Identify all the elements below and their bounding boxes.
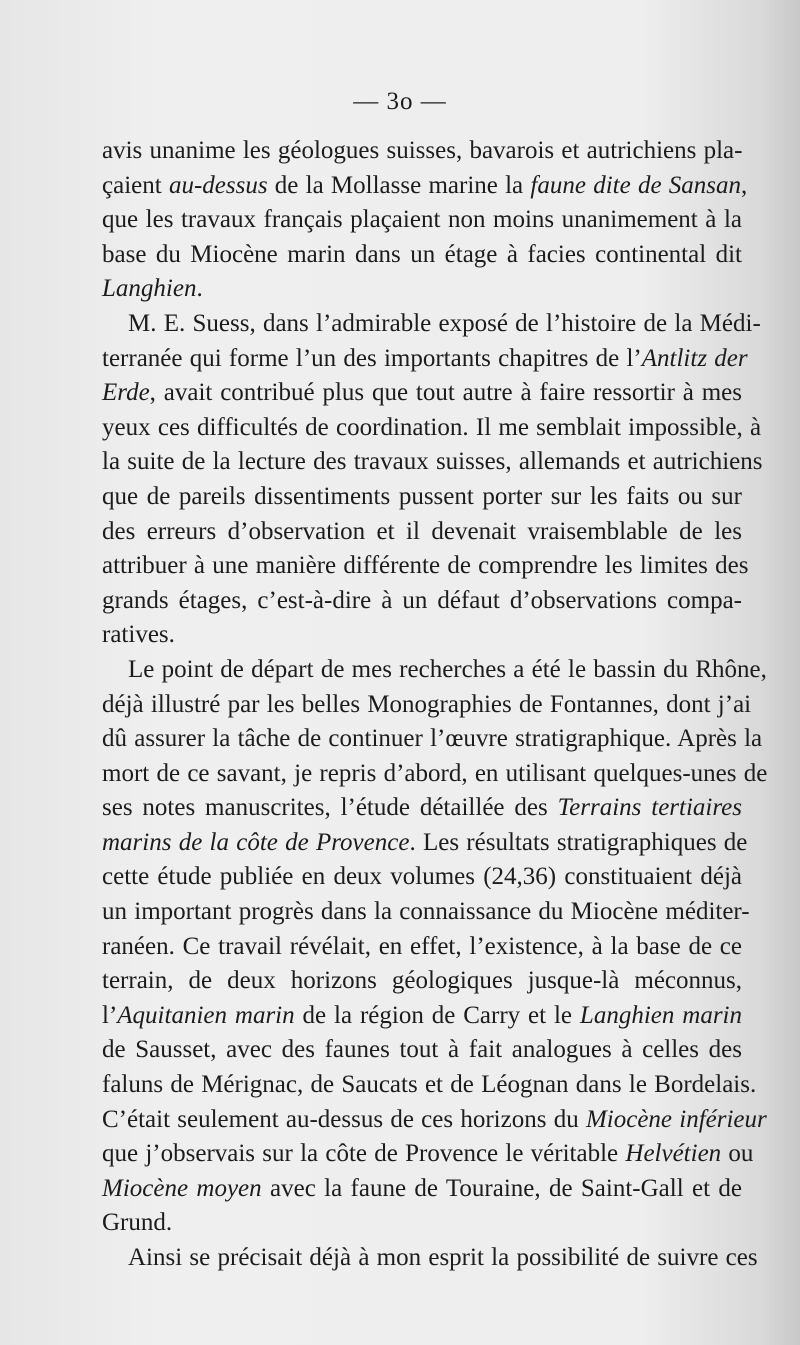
text-line	[102, 549, 749, 584]
text-segment: ratives.	[102, 621, 175, 649]
text-line	[102, 134, 742, 169]
italic-text: Terrains tertiaires	[557, 794, 742, 822]
italic-text: au-dessus	[168, 171, 268, 199]
text-segment: avec la faune de Touraine, de Saint-Gall et de	[261, 1174, 742, 1202]
text-segment: Le point de départ de mes recherches a été le bassin du Rhône,	[128, 655, 767, 683]
text-line	[102, 1033, 742, 1068]
text-segment: de la région de Carry et le	[294, 1001, 580, 1029]
italic-text: Helvétien	[625, 1140, 722, 1168]
italic-text: faune dite de Sansan	[530, 171, 742, 199]
text-line	[102, 860, 742, 895]
italic-text: Langhien marin	[579, 1001, 742, 1029]
italic-text: Miocène inférieur	[585, 1105, 767, 1133]
text-segment: la suite de la lecture des travaux suisses, allemands et autrichiens	[102, 448, 763, 476]
italic-text: Aquitanien marin	[117, 1001, 295, 1029]
text-line	[102, 930, 742, 965]
italic-text: Erde	[102, 379, 150, 407]
text-segment: cette étude publiée en deux volumes (24,36) constituaient déjà	[102, 863, 742, 891]
text-segment: ,	[741, 171, 748, 199]
text-line	[102, 515, 742, 550]
text-segment: dû assurer la tâche de continuer l’œuvre stratigraphique. Après la	[102, 725, 763, 753]
text-line	[102, 1137, 754, 1172]
text-segment: de la Mollasse marine la	[267, 171, 531, 199]
text-line	[102, 688, 752, 723]
text-line	[102, 895, 750, 930]
text-line	[102, 1241, 758, 1276]
text-line	[102, 964, 742, 999]
text-segment: attribuer à une manière différente de comprendre les limites des	[102, 552, 749, 580]
text-segment: un important progrès dans la connaissance du Miocène méditer-	[102, 898, 750, 926]
text-line	[102, 618, 742, 653]
text-segment: . Les résultats stratigraphiques de	[409, 828, 748, 856]
text-segment: avis unanime les géologues suisses, bavarois et autrichiens pla-	[102, 137, 743, 164]
text-segment: que j’observais sur la côte de Provence le véritable	[102, 1140, 626, 1168]
text-segment: l’	[102, 1001, 118, 1029]
text-segment: Ainsi se précisait déjà à mon esprit la possibilité de suivre ces	[128, 1244, 758, 1271]
text-segment: que les travaux français plaçaient non moins unanimement à la	[102, 206, 742, 234]
text-line	[102, 376, 742, 411]
body-text	[102, 134, 768, 1276]
text-line	[102, 411, 762, 446]
text-line	[102, 791, 742, 826]
text-line	[102, 722, 763, 757]
text-segment: ou	[721, 1140, 754, 1168]
text-segment: mort de ce savant, je repris d’abord, en utilisant quelques-unes de	[102, 759, 768, 787]
text-line	[102, 445, 763, 480]
italic-text: Miocène moyen	[102, 1174, 262, 1202]
text-line	[102, 1172, 742, 1207]
text-line	[102, 999, 742, 1034]
text-segment: grands étages, c’est-à-dire à un défaut d’observations compa-	[102, 586, 742, 614]
text-segment: , avait contribué plus que tout autre à faire ressortir à mes	[149, 379, 742, 407]
italic-text: marins de la côte de Provence	[102, 828, 410, 856]
text-line	[102, 653, 767, 688]
text-segment: que de pareils dissentiments pussent porter sur les faits ou sur	[102, 482, 742, 510]
text-segment: des erreurs d’observation et il devenait vraisemblable de les	[102, 517, 742, 545]
text-segment: déjà illustré par les belles Monographies de Fontannes, dont j’ai	[102, 690, 752, 718]
page-number: — 3o —	[353, 88, 447, 115]
text-line	[102, 203, 742, 238]
text-line	[102, 826, 748, 861]
text-line	[102, 480, 742, 515]
text-segment: ses notes manuscrites, l’étude détaillée des	[102, 794, 558, 822]
text-segment: de Sausset, avec des faunes tout à fait analogues à celles des	[102, 1036, 742, 1064]
text-segment: M. E. Suess, dans l’admirable exposé de l’histoire de la Médi-	[128, 309, 761, 337]
text-line	[102, 1206, 742, 1241]
text-segment: yeux ces difficultés de coordination. Il me semblait impossible, à	[102, 413, 762, 441]
text-line	[102, 1068, 757, 1103]
text-line	[102, 169, 748, 204]
text-segment: terranée qui forme l’un des importants chapitres de l’	[102, 344, 642, 372]
text-line	[102, 272, 742, 307]
text-segment: çaient	[102, 171, 169, 199]
text-line	[102, 757, 768, 792]
text-segment: Grund.	[102, 1209, 173, 1237]
italic-text: Antlitz der	[641, 344, 748, 372]
text-segment: ranéen. Ce travail révélait, en effet, l’existence, à la base de ce	[102, 932, 742, 960]
text-line	[102, 307, 761, 342]
text-line	[102, 584, 742, 619]
text-line	[102, 342, 748, 377]
italic-text: Langhien	[102, 275, 197, 303]
text-segment: terrain, de deux horizons géologiques jusque-là méconnus,	[102, 967, 742, 995]
text-segment: base du Miocène marin dans un étage à facies continental dit	[102, 240, 742, 268]
text-segment: C’était seulement au-dessus de ces horizons du	[102, 1105, 586, 1133]
text-segment: faluns de Mérignac, de Saucats et de Léognan dans le Bordelais.	[102, 1071, 757, 1099]
text-segment: .	[196, 275, 203, 303]
text-line	[102, 238, 742, 273]
text-line	[102, 1103, 767, 1138]
